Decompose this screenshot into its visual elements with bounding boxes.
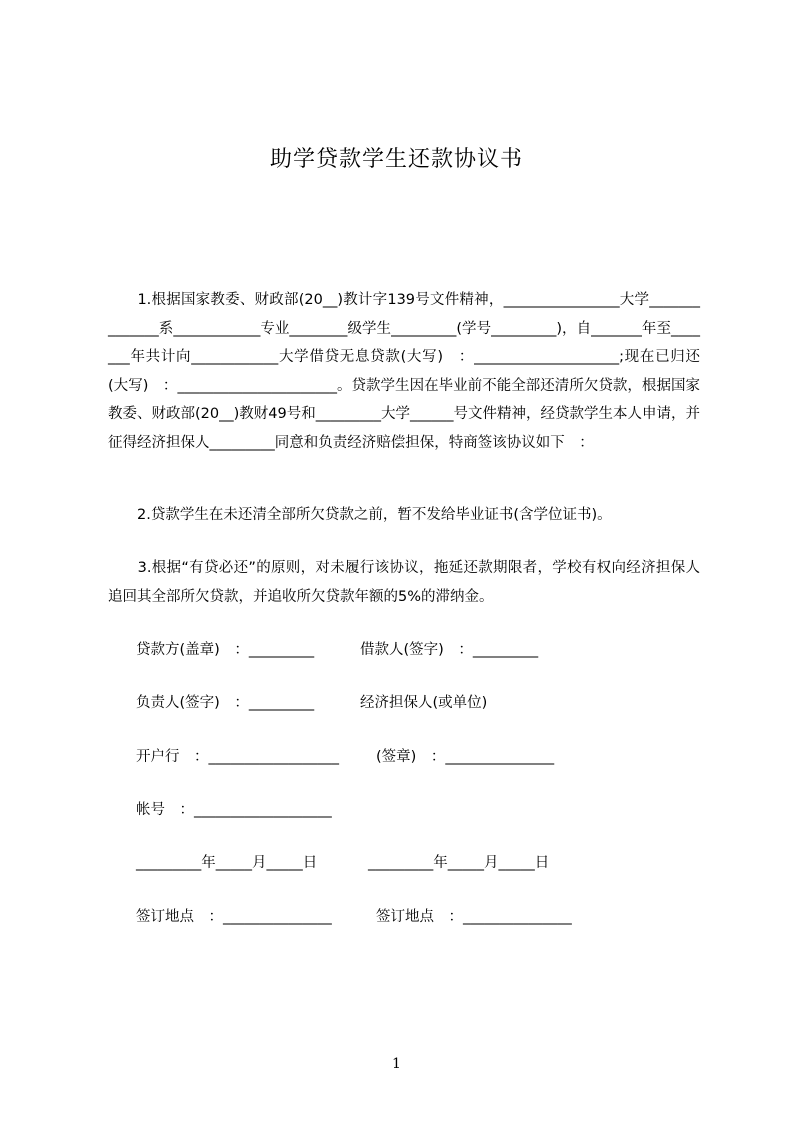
account-field: 帐号 ：___________________ bbox=[136, 802, 332, 818]
page-title: 助学贷款学生还款协议书 bbox=[269, 147, 523, 172]
lender-seal-field: 贷款方(盖章) ：_________ bbox=[136, 642, 315, 658]
guarantor-seal-field: (签章) ：_______________ bbox=[376, 749, 555, 765]
clause-2: 2.贷款学生在未还清全部所欠贷款之前，暂不发给毕业证书(含学位证书)。 bbox=[108, 507, 612, 523]
date-right-field: _________年_____月_____日 bbox=[368, 855, 550, 871]
borrower-sign-field: 借款人(签字) ：_________ bbox=[360, 642, 539, 658]
clause-3: 3.根据“有贷必还”的原则，对未履行该协议，拖延还款期限者，学校有权向经济担保人追回其全部所欠贷款，并追收所欠贷款年额的5%的滞纳金。 bbox=[108, 560, 700, 605]
place-right-field: 签订地点 ：_______________ bbox=[376, 909, 572, 925]
guarantor-label: 经济担保人(或单位) bbox=[360, 695, 488, 711]
responsible-sign-field: 负责人(签字) ：_________ bbox=[136, 695, 315, 711]
date-left-field: _________年_____月_____日 bbox=[136, 855, 318, 871]
place-left-field: 签订地点 ：_______________ bbox=[136, 909, 332, 925]
page-number: 1 bbox=[392, 1056, 401, 1072]
bank-field: 开户行 ：__________________ bbox=[136, 749, 339, 765]
clause-1: 1.根据国家教委、财政部(20__)教计字139号文件精神，________________大学______________系____________专业________级学生_________(学号_________)，自_______年至_______年共计向____________大学借贷无息贷款(大写) ：____________________;现在已归还(大写) ：______________________。贷款学生因在毕业前不能全部还清所欠贷款，根据国家教委、财政部(20__)教财49号和_________大学______号文件精神，经贷款学生本人申请，并征得经济担保人_________同意和负责经济赔偿担保，特商签该协议如下 ： bbox=[108, 292, 700, 451]
